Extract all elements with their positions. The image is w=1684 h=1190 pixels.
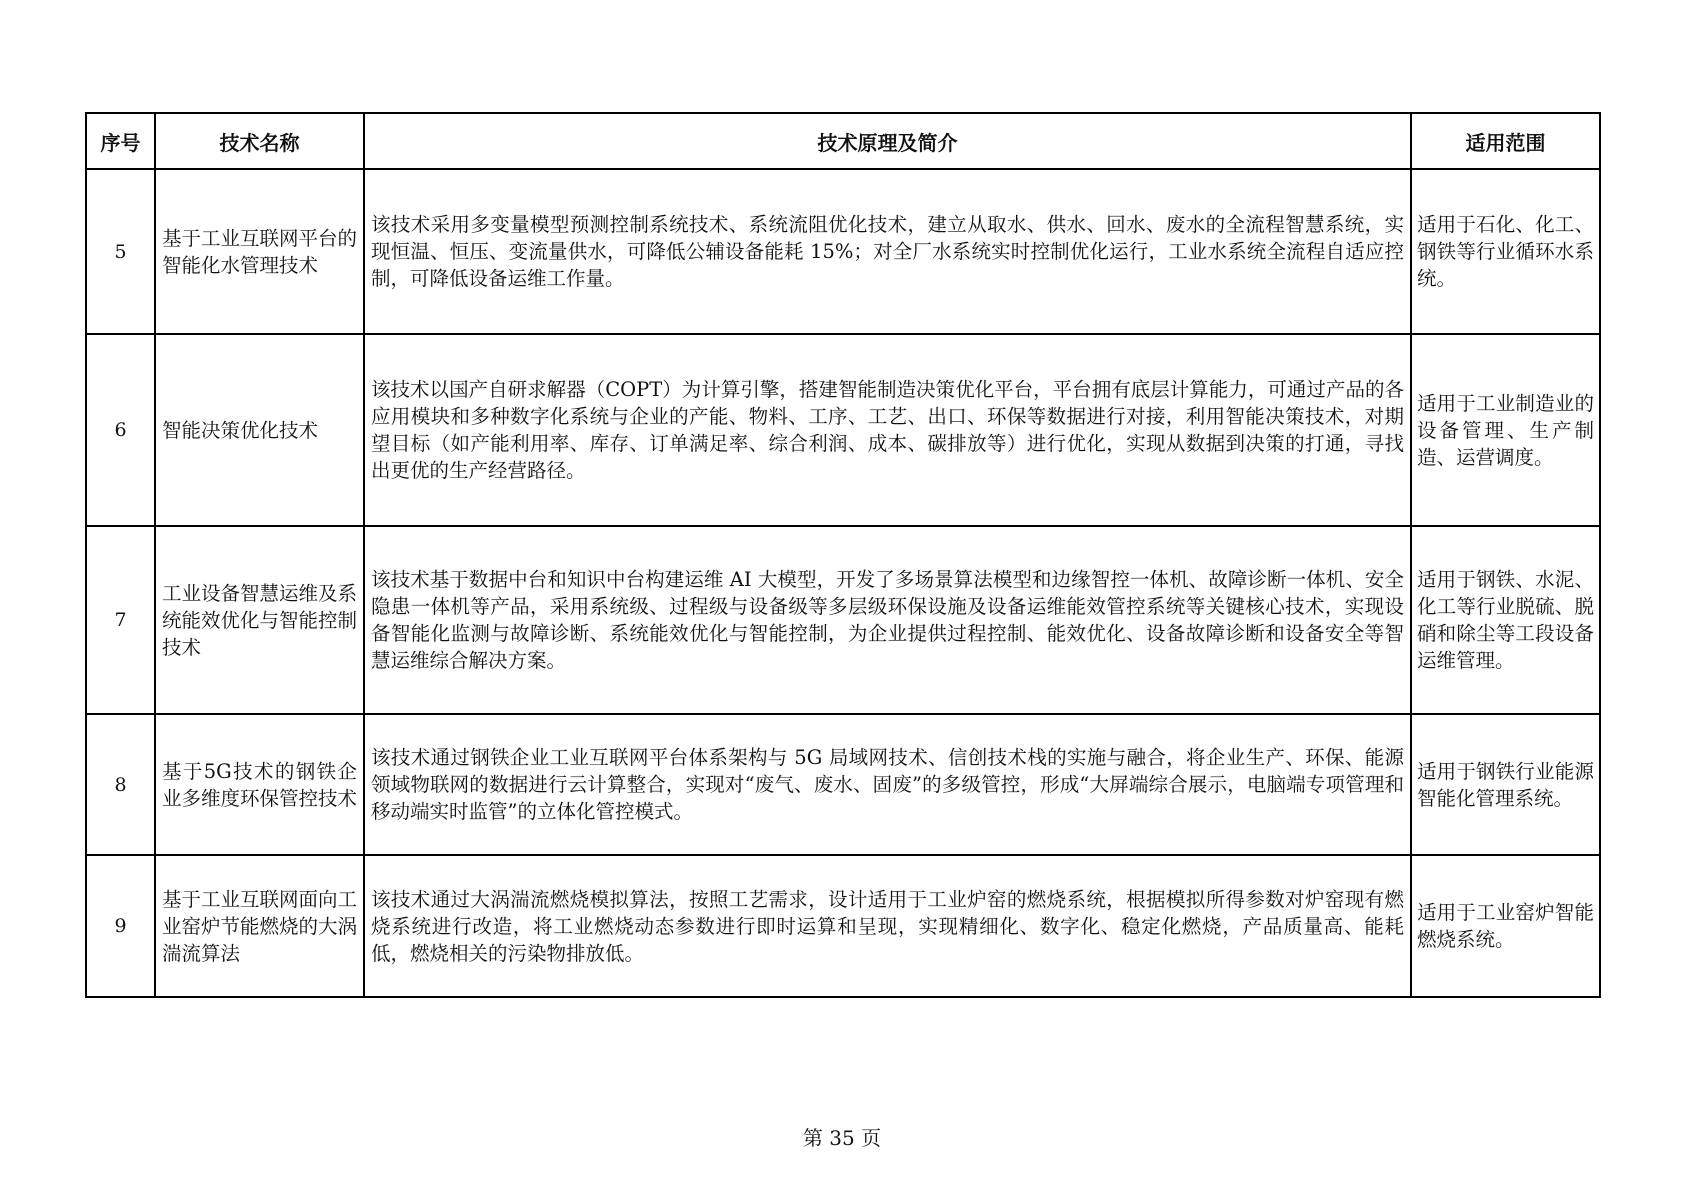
row-no: 6 [86, 334, 155, 526]
header-desc: 技术原理及简介 [364, 113, 1411, 169]
row-name: 工业设备智慧运维及系统能效优化与智能控制技术 [155, 526, 364, 714]
row-desc: 该技术通过大涡湍流燃烧模拟算法，按照工艺需求，设计适用于工业炉窑的燃烧系统，根据模拟所得参数对炉窑现有燃烧系统进行改造，将工业燃烧动态参数进行即时运算和呈现，实现精细化、数字化、稳定化燃烧，产品质量高、能耗低，燃烧相关的污染物排放低。 [364, 855, 1411, 997]
row-scope: 适用于石化、化工、钢铁等行业循环水系统。 [1411, 169, 1600, 334]
row-name: 基于工业互联网面向工业窑炉节能燃烧的大涡湍流算法 [155, 855, 364, 997]
row-no: 7 [86, 526, 155, 714]
row-scope: 适用于工业窑炉智能燃烧系统。 [1411, 855, 1600, 997]
table-row [86, 714, 1600, 855]
table-row [86, 334, 1600, 526]
header-no: 序号 [86, 113, 155, 169]
table-row [86, 169, 1600, 334]
row-name: 基于5G技术的钢铁企业多维度环保管控技术 [155, 714, 364, 855]
table-header-row [86, 113, 1600, 169]
page-number: 第 35 页 [802, 1126, 882, 1150]
row-desc: 该技术基于数据中台和知识中台构建运维 AI 大模型，开发了多场景算法模型和边缘智控一体机、故障诊断一体机、安全隐患一体机等产品，采用系统级、过程级与设备级等多层级环保设施及设备运维能效管控系统等关键核心技术，实现设备智能化监测与故障诊断、系统能效优化与智能控制，为企业提供过程控制、能效优化、设备故障诊断和设备安全等智慧运维综合解决方案。 [364, 526, 1411, 714]
row-desc: 该技术通过钢铁企业工业互联网平台体系架构与 5G 局域网技术、信创技术栈的实施与融合，将企业生产、环保、能源领域物联网的数据进行云计算整合，实现对“废气、废水、固废”的多级管控，形成“大屏端综合展示，电脑端专项管理和移动端实时监管”的立体化管控模式。 [364, 714, 1411, 855]
row-name: 基于工业互联网平台的智能化水管理技术 [155, 169, 364, 334]
header-name: 技术名称 [155, 113, 364, 169]
row-no: 9 [86, 855, 155, 997]
row-no: 8 [86, 714, 155, 855]
row-scope: 适用于钢铁行业能源智能化管理系统。 [1411, 714, 1600, 855]
row-scope: 适用于工业制造业的设备管理、生产制造、运营调度。 [1411, 334, 1600, 526]
header-scope: 适用范围 [1411, 113, 1600, 169]
row-desc: 该技术采用多变量模型预测控制系统技术、系统流阻优化技术，建立从取水、供水、回水、废水的全流程智慧系统，实现恒温、恒压、变流量供水，可降低公辅设备能耗 15%；对全厂水系统实时控制优化运行，工业水系统全流程自适应控制，可降低设备运维工作量。 [364, 169, 1411, 334]
table-row [86, 855, 1600, 997]
row-name: 智能决策优化技术 [155, 334, 364, 526]
row-scope: 适用于钢铁、水泥、化工等行业脱硫、脱硝和除尘等工段设备运维管理。 [1411, 526, 1600, 714]
technology-table [85, 112, 1601, 998]
row-desc: 该技术以国产自研求解器（COPT）为计算引擎，搭建智能制造决策优化平台，平台拥有底层计算能力，可通过产品的各应用模块和多种数字化系统与企业的产能、物料、工序、工艺、出口、环保等数据进行对接，利用智能决策技术，对期望目标（如产能利用率、库存、订单满足率、综合利润、成本、碳排放等）进行优化，实现从数据到决策的打通，寻找出更优的生产经营路径。 [364, 334, 1411, 526]
row-no: 5 [86, 169, 155, 334]
table-row [86, 526, 1600, 714]
